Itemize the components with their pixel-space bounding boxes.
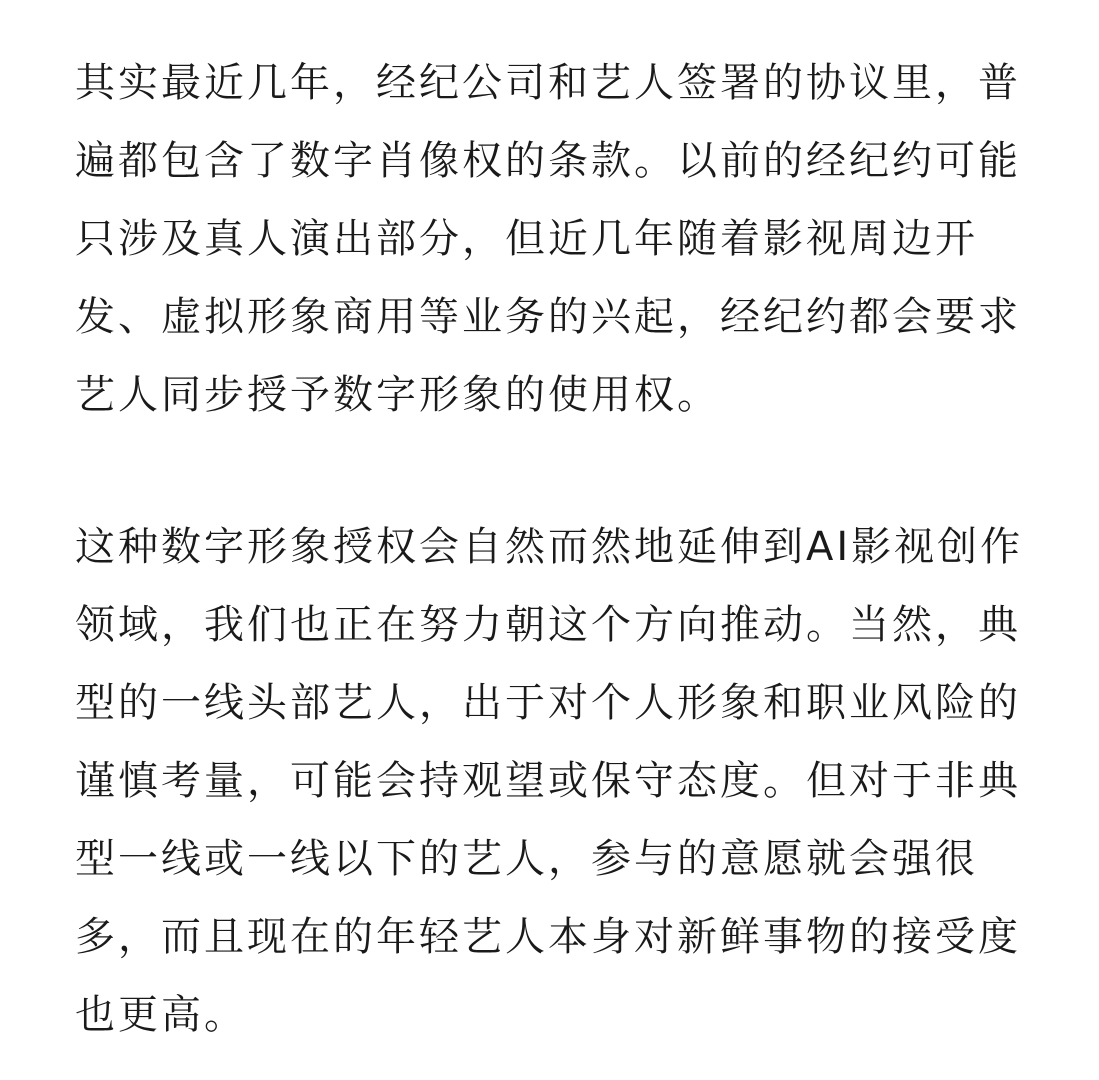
text-line: 艺人同步授予数字形象的使用权。 (75, 372, 720, 418)
text-line: 型一线或一线以下的艺人，参与的意愿就会强很 (75, 836, 978, 882)
text-line: 多，而且现在的年轻艺人本身对新鲜事物的接受度 (75, 914, 1021, 960)
text-line: 只涉及真人演出部分，但近几年随着影视周边开 (75, 216, 978, 262)
text-line: 谨慎考量，可能会持观望或保守态度。但对于非典 (75, 758, 1021, 804)
text-line: 发、虚拟形象商用等业务的兴起，经纪约都会要求 (75, 294, 1021, 340)
text-line: 这种数字形象授权会自然而然地延伸到AI影视创作 (75, 524, 1024, 570)
paragraph-1 (75, 44, 1035, 434)
paragraph-separator (75, 434, 1035, 508)
text-line: 型的一线头部艺人，出于对个人形象和职业风险的 (75, 680, 1021, 726)
text-line: 也更高。 (75, 992, 247, 1038)
article-body (75, 44, 1035, 1054)
text-line: 遍都包含了数字肖像权的条款。以前的经纪约可能 (75, 138, 1021, 184)
text-line: 其实最近几年，经纪公司和艺人签署的协议里，普 (75, 60, 1021, 106)
paragraph-2 (75, 508, 1035, 1054)
text-line: 领域，我们也正在努力朝这个方向推动。当然，典 (75, 602, 1021, 648)
